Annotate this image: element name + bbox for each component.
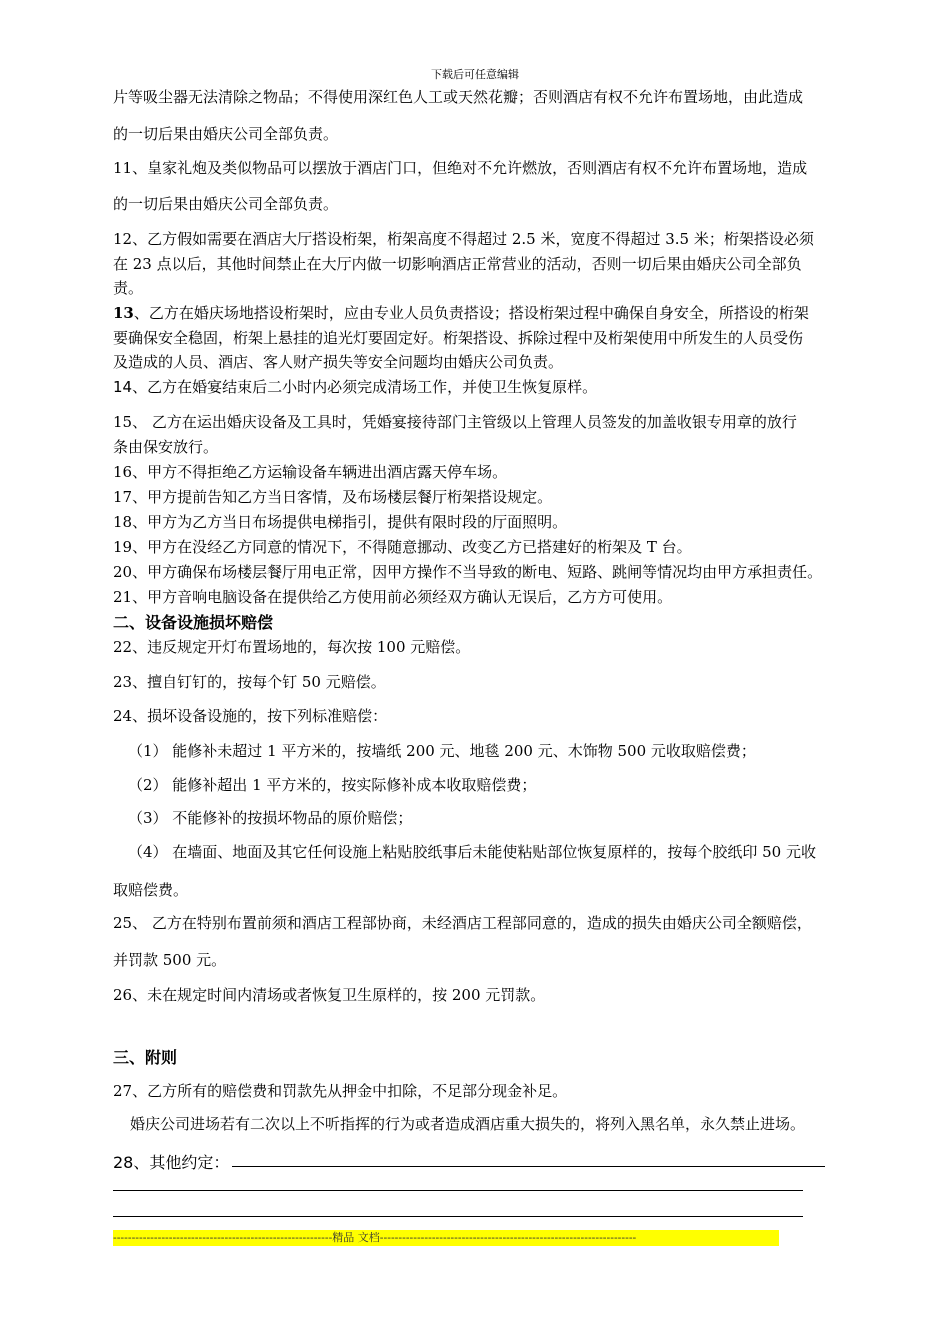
paragraph-line: 片等吸尘器无法清除之物品；不得使用深红色人工或天然花瓣；否则酒店有权不允许布置场地，由此造成 [113,88,804,106]
clause-13 [113,302,809,323]
paragraph-line: 及造成的人员、酒店、客人财产损失等安全问题均由婚庆公司负责。 [113,353,564,371]
footer-dashes-right: --------------------------------------------------------------------- [379,1231,637,1244]
clause-19: 19、甲方在没经乙方同意的情况下，不得随意挪动、改变乙方已搭建好的桁架及 T 台。 [113,538,692,556]
clause-number: 13 [113,304,134,322]
clause-11: 11、皇家礼炮及类似物品可以摆放于酒店门口，但绝对不允许燃放，否则酒店有权不允许布置场地，造成 [113,159,808,177]
paragraph-line: 并罚款 500 元。 [113,951,227,969]
clause-17: 17、甲方提前告知乙方当日客情，及布场楼层餐厅桁架搭设规定。 [113,488,553,506]
clause-text: 、乙方在婚庆场地搭设桁架时，应由专业人员负责搭设；搭设桁架过程中确保自身安全，所搭设的桁架 [133,304,809,322]
clause-26: 26、未在规定时间内清场或者恢复卫生原样的，按 200 元罚款。 [113,986,546,1004]
clause-15: 15、 乙方在运出婚庆设备及工具时，凭婚宴接待部门主管级以上管理人员签发的加盖收银专用章的放行 [113,413,797,431]
clause-23: 23、擅自钉钉的，按每个钉 50 元赔偿。 [113,673,386,691]
fill-in-line [113,1216,803,1217]
section-heading-three: 三、附则 [113,1048,178,1067]
sub-item-2: （2） 能修补超出 1 平方米的，按实际修补成本收取赔偿费； [128,776,537,794]
paragraph-line: 的一切后果由婚庆公司全部负责。 [113,195,339,213]
paragraph-line: 责。 [113,279,144,297]
paragraph-line: 条由保安放行。 [113,438,219,456]
paragraph-line: 在 23 点以后，其他时间禁止在大厅内做一切影响酒店正常营业的活动，否则一切后果由婚庆公司全部负 [113,255,802,273]
clause-24: 24、损坏设备设施的，按下列标准赔偿： [113,707,388,725]
clause-18: 18、甲方为乙方当日布场提供电梯指引，提供有限时段的厅面照明。 [113,513,568,531]
section-heading-two: 二、设备设施损坏赔偿 [113,613,274,632]
clause-22: 22、违反规定开灯布置场地的，每次按 100 元赔偿。 [113,638,471,656]
page-header: 下载后可任意编辑 [431,68,519,81]
paragraph-line: 取赔偿费。 [113,881,189,899]
blacklist-note: 婚庆公司进场若有二次以上不听指挥的行为或者造成酒店重大损失的，将列入黑名单，永久禁止进场。 [130,1115,806,1133]
clause-28-label: 28、其他约定： [113,1153,230,1172]
footer-label: 精品 文档 [332,1231,380,1244]
clause-21: 21、甲方音响电脑设备在提供给乙方使用前必须经双方确认无误后，乙方方可使用。 [113,588,673,606]
clause-16: 16、甲方不得拒绝乙方运输设备车辆进出酒店露天停车场。 [113,463,508,481]
clause-text: 、乙方在婚宴结束后二小时内必须完成清场工作，并使卫生恢复原样。 [132,378,598,396]
clause-12: 12、乙方假如需要在酒店大厅搭设桁架，桁架高度不得超过 2.5 米，宽度不得超过 3.5 米；桁架搭设必须 [113,230,814,248]
sub-item-1: （1） 能修补未超过 1 平方米的，按墙纸 200 元、地毯 200 元、木饰物 500 元收取赔偿费； [128,742,756,760]
sub-item-4: （4） 在墙面、地面及其它任何设施上粘贴胶纸事后未能使粘贴部位恢复原样的，按每个胶纸印 50 元收 [128,843,816,861]
clause-20: 20、甲方确保布场楼层餐厅用电正常，因甲方操作不当导致的断电、短路、跳闸等情况均由甲方承担责任。 [113,563,823,581]
paragraph-line: 要确保安全稳固，桁架上悬挂的追光灯要固定好。桁架搭设、拆除过程中及桁架使用中所发生的人员受伤 [113,329,804,347]
fill-in-line [232,1166,825,1167]
clause-27: 27、乙方所有的赔偿费和罚款先从押金中扣除，不足部分现金补足。 [113,1082,568,1100]
footer-dashes-left: ----------------------------------------------------------- [113,1231,333,1244]
clause-number: 14 [113,378,133,396]
footer-banner [113,1230,779,1246]
fill-in-line [113,1190,803,1191]
clause-14 [113,376,597,397]
clause-25: 25、 乙方在特别布置前须和酒店工程部协商，未经酒店工程部同意的，造成的损失由婚庆公司全额赔偿， [113,914,812,932]
paragraph-line: 的一切后果由婚庆公司全部负责。 [113,125,339,143]
sub-item-3: （3） 不能修补的按损坏物品的原价赔偿； [128,809,413,827]
